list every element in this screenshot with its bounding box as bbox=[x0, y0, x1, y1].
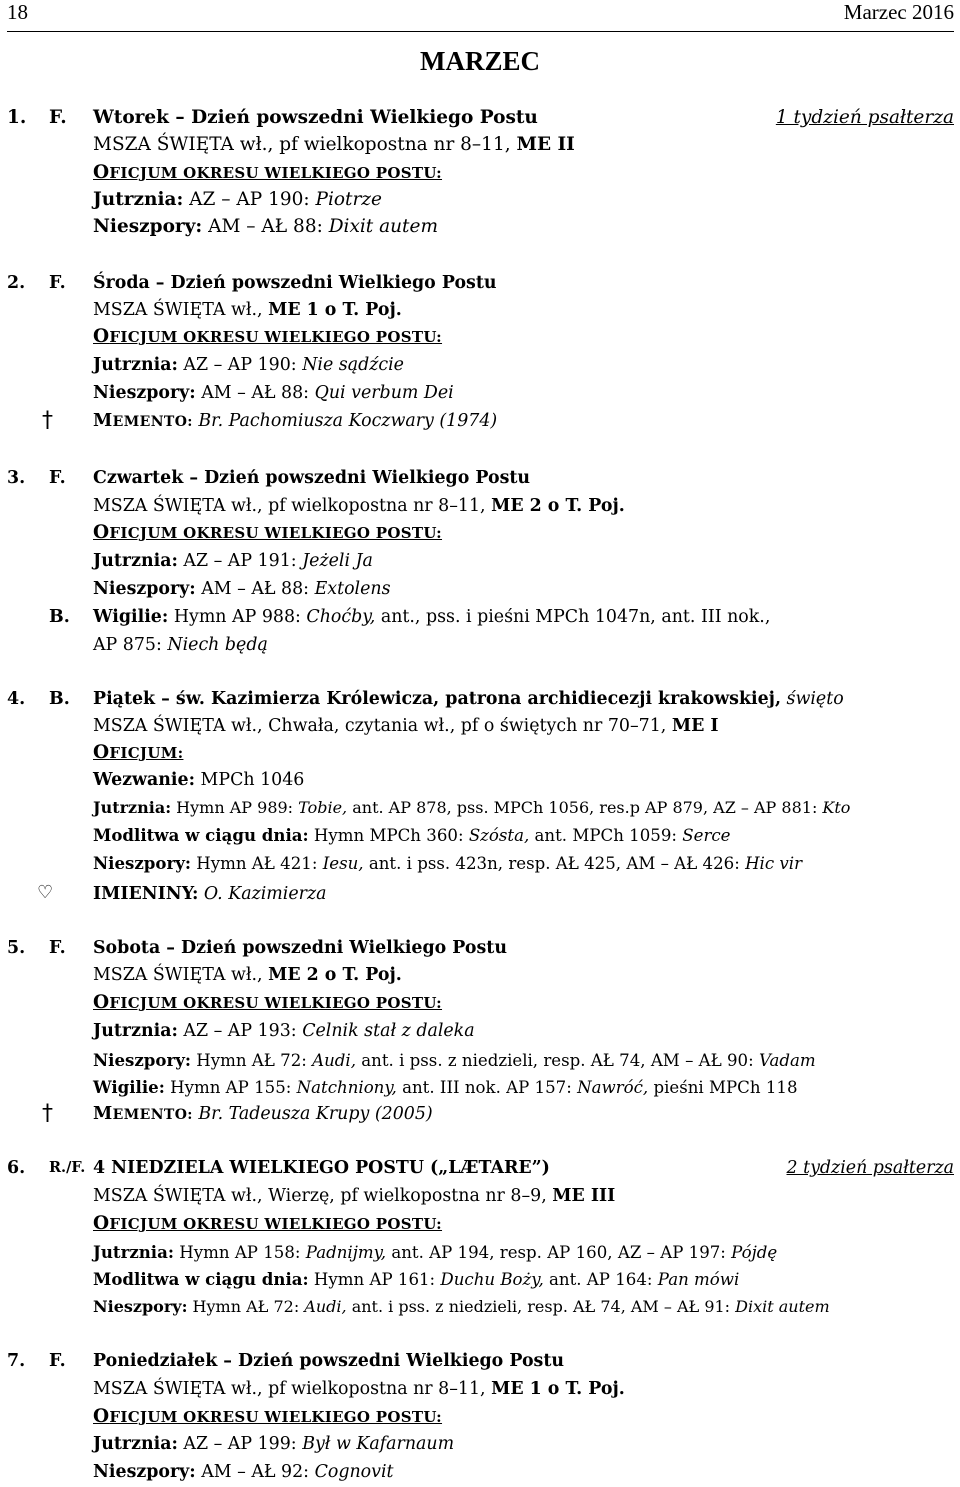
missal-ref: ME 2 o T. Poj. bbox=[491, 496, 625, 516]
vigils-rest: ant. III nok. AP 157: bbox=[396, 1078, 578, 1097]
office-heading bbox=[93, 160, 442, 186]
vespers-incipit: Audi, bbox=[312, 1051, 357, 1070]
daytime-text: Hymn MPCh 360: bbox=[308, 826, 469, 845]
lauds-text: AZ – AP 190: bbox=[183, 189, 316, 210]
vespers-incipit-2: Vadam bbox=[758, 1051, 816, 1070]
lauds-label: Jutrznia: bbox=[93, 189, 184, 210]
day-title: 4 NIEDZIELA WIELKIEGO POSTU („LÆTARE”) bbox=[93, 1158, 550, 1178]
lauds-line bbox=[93, 352, 404, 378]
vespers-label: Nieszpory: bbox=[93, 1297, 188, 1316]
day-number: 3. bbox=[7, 468, 26, 488]
day-number: 2. bbox=[7, 273, 26, 293]
office-cap: O bbox=[93, 162, 110, 183]
psalter-week: 1 tydzień psałterza bbox=[775, 107, 954, 128]
vigils-cont-line bbox=[93, 632, 268, 658]
lauds-rest: ant. AP 878, pss. MPCh 1056, res.p AP 879, AZ – AP 881: bbox=[347, 798, 823, 817]
daytime-prayer-line bbox=[93, 822, 730, 848]
page-number: 18 bbox=[7, 0, 28, 24]
office-cap: O bbox=[93, 992, 110, 1013]
lauds-line bbox=[93, 1018, 475, 1044]
mass-text: MSZA ŚWIĘTA wł., bbox=[93, 965, 269, 985]
memento-cap: M bbox=[93, 411, 113, 431]
lauds-text: Hymn AP 989: bbox=[171, 798, 299, 817]
day-number: 7. bbox=[7, 1351, 26, 1371]
vespers-label: Nieszpory: bbox=[93, 1462, 196, 1482]
mass-line bbox=[93, 297, 402, 323]
lauds-text: Hymn AP 158: bbox=[174, 1243, 306, 1262]
day-number: 4. bbox=[7, 689, 26, 709]
daytime-incipit-2: Pan mówi bbox=[657, 1270, 740, 1289]
cross-icon: † bbox=[42, 408, 53, 433]
month-header: Marzec 2016 bbox=[843, 0, 954, 24]
rank-code: F. bbox=[49, 1351, 66, 1371]
office-heading bbox=[93, 990, 442, 1016]
vespers-rest: ant. i pss. z niedzieli, resp. AŁ 74, AM – AŁ 90: bbox=[356, 1051, 759, 1070]
day-title: Czwartek – Dzień powszedni Wielkiego Postu bbox=[93, 468, 531, 488]
day-5-heading bbox=[0, 935, 960, 961]
office-heading bbox=[93, 1211, 442, 1237]
lauds-label: Jutrznia: bbox=[93, 1242, 174, 1262]
lauds-line bbox=[93, 548, 373, 574]
lauds-line bbox=[93, 187, 382, 213]
lauds-text: AZ – AP 191: bbox=[177, 551, 303, 571]
vespers-line bbox=[93, 214, 438, 240]
office-heading bbox=[93, 1404, 442, 1430]
lauds-text: AZ – AP 199: bbox=[177, 1434, 303, 1454]
lauds-incipit: Tobie, bbox=[298, 798, 348, 817]
vespers-text: Hymn AŁ 72: bbox=[187, 1297, 305, 1316]
vespers-line bbox=[93, 1294, 830, 1320]
day-4-heading bbox=[0, 686, 960, 712]
missal-ref: ME III bbox=[552, 1186, 616, 1206]
cross-icon: † bbox=[42, 1101, 53, 1126]
nameday-name: O. Kazimierza bbox=[198, 884, 327, 904]
office-label: FICJUM OKRESU WIELKIEGO POSTU: bbox=[109, 1408, 443, 1426]
office-cap: O bbox=[93, 1213, 110, 1234]
vigils-text: Hymn AP 155: bbox=[164, 1078, 297, 1097]
rank-code: B. bbox=[49, 607, 70, 627]
daytime-prayer-line bbox=[93, 1266, 739, 1292]
vespers-label: Nieszpory: bbox=[93, 579, 196, 599]
office-heading bbox=[93, 324, 442, 350]
vespers-label: Nieszpory: bbox=[93, 383, 196, 403]
invitatory-line bbox=[93, 767, 304, 793]
lauds-incipit-2: Pójdę bbox=[731, 1243, 778, 1262]
lauds-label: Jutrznia: bbox=[93, 1021, 178, 1041]
day-title: Poniedziałek – Dzień powszedni Wielkiego Postu bbox=[93, 1351, 565, 1371]
lauds-label: Jutrznia: bbox=[93, 355, 178, 375]
vespers-line bbox=[93, 850, 802, 876]
lauds-incipit: Celnik stał z daleka bbox=[302, 1021, 475, 1041]
vespers-label: Nieszpory: bbox=[93, 1050, 191, 1070]
vespers-text: AM – AŁ 92: bbox=[195, 1462, 315, 1482]
vespers-incipit: Dixit autem bbox=[328, 216, 438, 237]
mass-line bbox=[93, 962, 402, 988]
lauds-incipit: Padnijmy, bbox=[305, 1243, 387, 1262]
vespers-incipit: Qui verbum Dei bbox=[314, 383, 454, 403]
vigils-label: Wigilie: bbox=[93, 607, 169, 627]
day-title: Wtorek – Dzień powszedni Wielkiego Postu bbox=[93, 107, 538, 128]
missal-ref: ME 2 o T. Poj. bbox=[268, 965, 402, 985]
vigils-incipit-2: Nawróć, bbox=[577, 1078, 649, 1097]
mass-text: MSZA ŚWIĘTA wł., pf wielkopostna nr 8–11, bbox=[93, 134, 517, 155]
mass-text: MSZA ŚWIĘTA wł., pf wielkopostna nr 8–11, bbox=[93, 496, 492, 516]
memento-name: Br. Tadeusza Krupy (2005) bbox=[192, 1104, 433, 1124]
daytime-incipit: Szósta, bbox=[468, 826, 530, 845]
header-rule bbox=[7, 31, 954, 32]
vigils-incipit: Natchniony, bbox=[296, 1078, 397, 1097]
office-label: FICJUM OKRESU WIELKIEGO POSTU: bbox=[109, 524, 443, 542]
lauds-incipit: Nie sądźcie bbox=[302, 355, 404, 375]
lauds-line bbox=[93, 795, 850, 821]
vespers-text: Hymn AŁ 421: bbox=[190, 854, 323, 873]
vespers-incipit: Extolens bbox=[314, 579, 391, 599]
missal-ref: ME I bbox=[671, 716, 719, 736]
rank-code: F. bbox=[49, 468, 66, 488]
page-header bbox=[7, 0, 954, 24]
rank-code: B. bbox=[49, 689, 70, 709]
page-title: MARZEC bbox=[420, 46, 540, 76]
nameday-label: IMIENINY: bbox=[93, 884, 199, 904]
mass-text: MSZA ŚWIĘTA wł., Chwała, czytania wł., pf o świętych nr 70–71, bbox=[93, 716, 672, 736]
daytime-rest: ant. MPCh 1059: bbox=[529, 826, 683, 845]
rank-code: F. bbox=[49, 938, 66, 958]
nameday-line bbox=[93, 881, 327, 907]
day-number: 1. bbox=[7, 107, 27, 128]
vespers-text: Hymn AŁ 72: bbox=[190, 1051, 313, 1070]
vigils-line bbox=[0, 604, 960, 630]
vespers-label: Nieszpory: bbox=[93, 853, 191, 873]
lauds-line bbox=[93, 1431, 454, 1457]
lauds-text: AZ – AP 193: bbox=[177, 1021, 303, 1041]
vigils-incipit: Choćby, bbox=[306, 607, 376, 627]
vespers-incipit-2: Hic vir bbox=[745, 854, 803, 873]
mass-line bbox=[93, 493, 625, 519]
heart-icon: ♡ bbox=[37, 882, 54, 903]
mass-text: MSZA ŚWIĘTA wł., pf wielkopostna nr 8–11, bbox=[93, 1379, 492, 1399]
lauds-line bbox=[93, 1239, 777, 1265]
office-heading bbox=[93, 520, 442, 546]
mass-text: MSZA ŚWIĘTA wł., Wierzę, pf wielkopostna nr 8–9, bbox=[93, 1186, 553, 1206]
day-number: 6. bbox=[7, 1158, 26, 1178]
vigils-rest: ant., pss. i pieśni MPCh 1047n, ant. III nok., bbox=[375, 607, 771, 627]
missal-ref: ME 1 o T. Poj. bbox=[491, 1379, 625, 1399]
vespers-line bbox=[93, 1047, 816, 1073]
office-cap: O bbox=[93, 742, 110, 763]
vigils-text: Hymn AP 988: bbox=[168, 607, 307, 627]
daytime-text: Hymn AP 161: bbox=[308, 1270, 441, 1289]
daytime-incipit: Duchu Boży, bbox=[440, 1270, 544, 1289]
ap-incipit: Niech będą bbox=[167, 635, 268, 655]
vespers-text: AM – AŁ 88: bbox=[195, 383, 315, 403]
lauds-rest: ant. AP 194, resp. AP 160, AZ – AP 197: bbox=[386, 1243, 732, 1262]
rank-code: R./F. bbox=[49, 1159, 86, 1176]
daytime-incipit-2: Serce bbox=[682, 826, 731, 845]
lauds-incipit: Był w Kafarnaum bbox=[302, 1434, 455, 1454]
vespers-line bbox=[93, 1459, 394, 1485]
office-heading bbox=[93, 740, 183, 766]
mass-line bbox=[93, 1376, 625, 1402]
vigils-rest-2: pieśni MPCh 118 bbox=[648, 1078, 798, 1097]
vespers-label: Nieszpory: bbox=[93, 216, 203, 237]
office-label: FICJUM: bbox=[109, 744, 184, 762]
day-3-heading bbox=[0, 465, 960, 491]
day-7-heading bbox=[0, 1348, 960, 1374]
mass-line bbox=[93, 1183, 615, 1209]
memento-line bbox=[93, 408, 497, 434]
missal-ref: ME II bbox=[516, 134, 575, 155]
invitatory-text: MPCh 1046 bbox=[195, 770, 305, 790]
office-label: FICJUM OKRESU WIELKIEGO POSTU: bbox=[109, 994, 443, 1012]
day-2-heading bbox=[0, 270, 960, 296]
day-title: Sobota – Dzień powszedni Wielkiego Postu bbox=[93, 938, 507, 958]
vespers-rest: ant. i pss. z niedzieli, resp. AŁ 74, AM – AŁ 91: bbox=[346, 1297, 736, 1316]
lauds-label: Jutrznia: bbox=[93, 1434, 178, 1454]
lauds-label: Jutrznia: bbox=[93, 551, 178, 571]
office-label: FICJUM OKRESU WIELKIEGO POSTU: bbox=[109, 164, 443, 182]
office-label: FICJUM OKRESU WIELKIEGO POSTU: bbox=[109, 328, 443, 346]
vespers-text: AM – AŁ 88: bbox=[202, 216, 329, 237]
vespers-rest: ant. i pss. 423n, resp. AŁ 425, AM – AŁ 426: bbox=[363, 854, 746, 873]
memento-label: EMENTO: bbox=[112, 1107, 193, 1123]
vespers-line bbox=[93, 380, 454, 406]
vespers-text: AM – AŁ 88: bbox=[195, 579, 315, 599]
daytime-rest: ant. AP 164: bbox=[543, 1270, 658, 1289]
day-number: 5. bbox=[7, 938, 26, 958]
vespers-incipit: Cognovit bbox=[314, 1462, 394, 1482]
psalter-week: 2 tydzień psałterza bbox=[786, 1158, 954, 1178]
vespers-incipit: Audi, bbox=[304, 1297, 347, 1316]
invitatory-label: Wezwanie: bbox=[93, 770, 196, 790]
day-title: Środa – Dzień powszedni Wielkiego Postu bbox=[93, 273, 497, 293]
day-rank-word: święto bbox=[781, 689, 844, 709]
vigils-line bbox=[93, 1074, 798, 1100]
daytime-label: Modlitwa w ciągu dnia: bbox=[93, 1269, 309, 1289]
day-title: Piątek – św. Kazimierza Królewicza, patrona archidiecezji krakowskiej, bbox=[93, 689, 782, 709]
lauds-incipit: Piotrze bbox=[315, 189, 383, 210]
missal-ref: ME 1 o T. Poj. bbox=[268, 300, 402, 320]
office-cap: O bbox=[93, 522, 110, 543]
memento-cap: M bbox=[93, 1104, 113, 1124]
lauds-text: AZ – AP 190: bbox=[177, 355, 303, 375]
daytime-label: Modlitwa w ciągu dnia: bbox=[93, 825, 309, 845]
memento-label: EMENTO: bbox=[112, 414, 193, 430]
lauds-incipit-2: Kto bbox=[822, 798, 851, 817]
office-label: FICJUM OKRESU WIELKIEGO POSTU: bbox=[109, 1215, 443, 1233]
lauds-label: Jutrznia: bbox=[93, 798, 172, 817]
vespers-line bbox=[93, 576, 391, 602]
mass-line bbox=[93, 132, 575, 158]
office-cap: O bbox=[93, 326, 110, 347]
vespers-incipit-2: Dixit autem bbox=[735, 1297, 830, 1316]
mass-text: MSZA ŚWIĘTA wł., bbox=[93, 300, 269, 320]
memento-line bbox=[93, 1101, 433, 1127]
rank-code: F. bbox=[49, 107, 67, 128]
vigils-label: Wigilie: bbox=[93, 1077, 165, 1097]
office-cap: O bbox=[93, 1406, 110, 1427]
vespers-incipit: Iesu, bbox=[322, 854, 364, 873]
mass-line bbox=[93, 713, 719, 739]
memento-name: Br. Pachomiusza Koczwary (1974) bbox=[192, 411, 498, 431]
rank-code: F. bbox=[49, 273, 66, 293]
ap-text: AP 875: bbox=[93, 635, 168, 655]
lauds-incipit: Jeżeli Ja bbox=[302, 551, 373, 571]
